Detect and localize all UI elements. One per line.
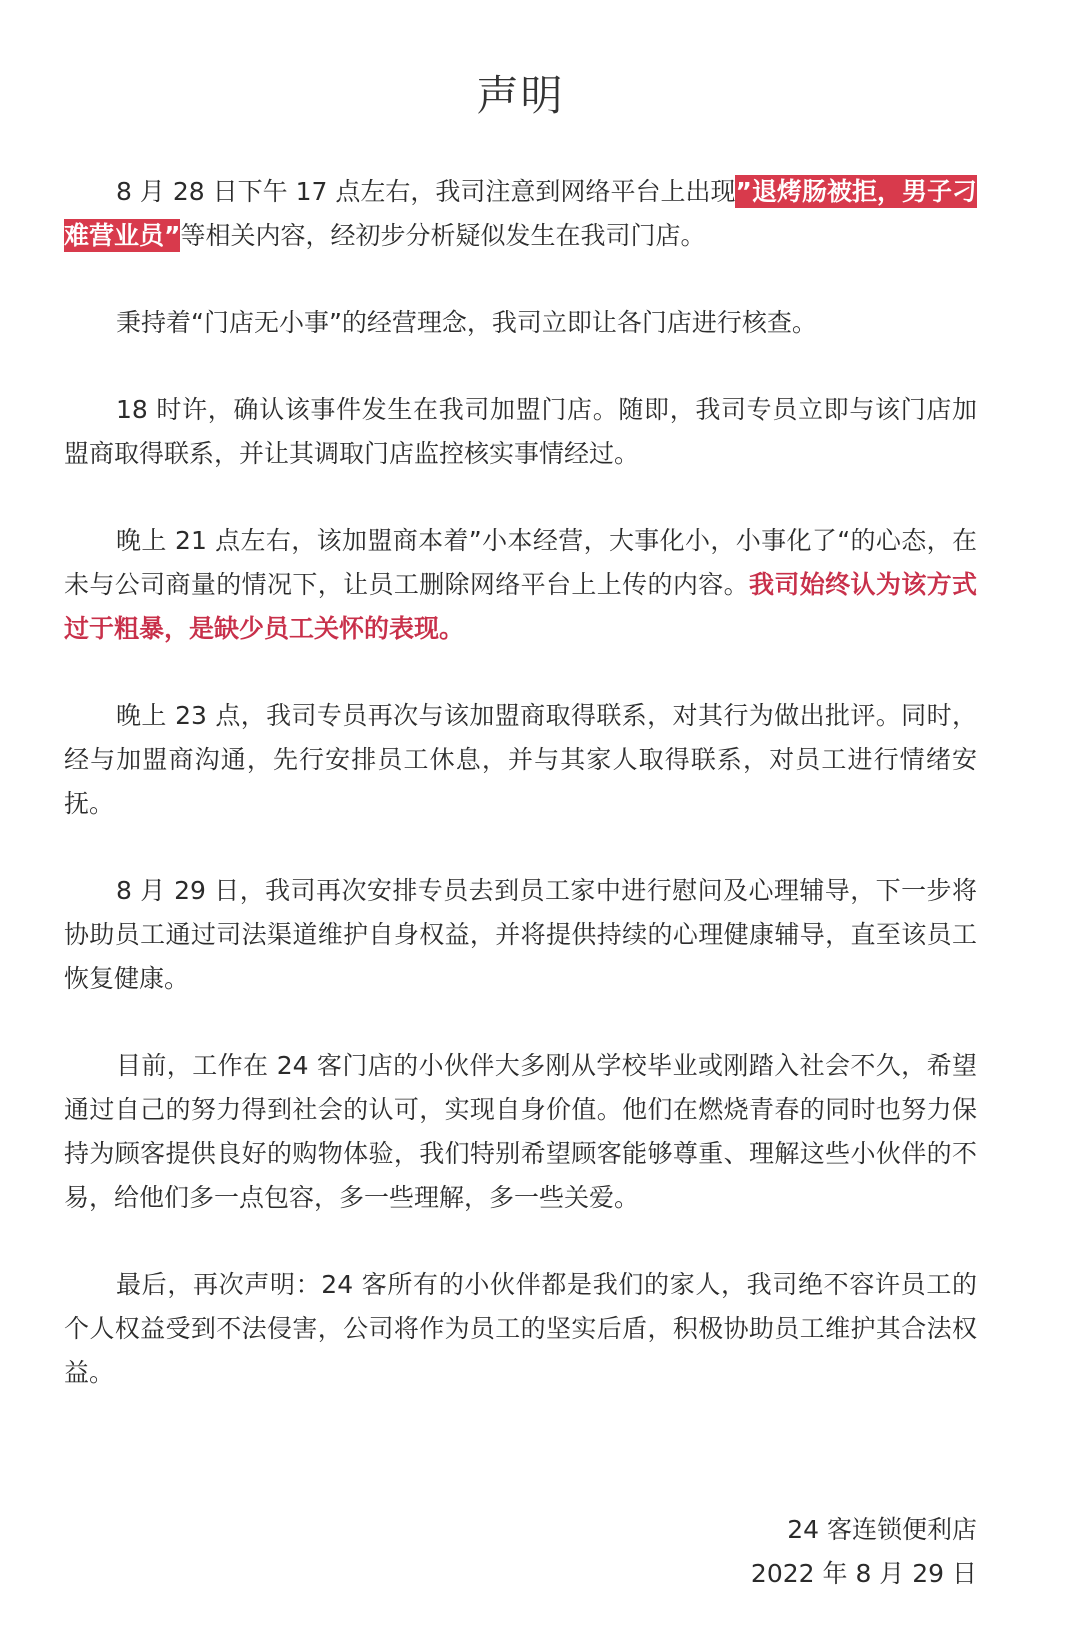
- paragraph-2: 秉持着“门店无小事”的经营理念，我司立即让各门店进行核查。: [116, 308, 817, 337]
- paragraph-1-highlight: ”退烤肠被拒，男子刁难营业员”: [64, 177, 977, 250]
- signature-date: 2022 年 8 月 29 日: [750, 1559, 977, 1588]
- paragraph-1-text-before: 8 月 28 日下午 17 点左右，我司注意到网络平台上出现: [116, 177, 736, 206]
- paragraph-4-text-before: 晚上 21 点左右，该加盟商本着”小本经营，大事化小，小事化了“的心态，在未与公司商量的情况下，让员工删除网络平台上上传的内容。: [64, 526, 977, 599]
- paragraph-3: 18 时许，确认该事件发生在我司加盟门店。随即，我司专员立即与该门店加盟商取得联系，并让其调取门店监控核实事情经过。: [64, 395, 977, 468]
- signature-organization: 24 客连锁便利店: [787, 1515, 977, 1544]
- paragraph-1: [64, 170, 977, 258]
- paragraph-5: 晚上 23 点，我司专员再次与该加盟商取得联系，对其行为做出批评。同时，经与加盟商沟通，先行安排员工休息，并与其家人取得联系，对员工进行情绪安抚。: [64, 701, 977, 818]
- signature-block: [751, 1508, 977, 1596]
- document-title: 声明: [476, 71, 565, 120]
- paragraph-4: [64, 519, 977, 651]
- paragraph-7: 目前，工作在 24 客门店的小伙伴大多刚从学校毕业或刚踏入社会不久，希望通过自己的努力得到社会的认可，实现自身价值。他们在燃烧青春的同时也努力保持为顾客提供良好的购物体验，我们特别希望顾客能够尊重、理解这些小伙伴的不易，给他们多一点包容，多一些理解，多一些关爱。: [64, 1051, 977, 1212]
- paragraph-4-highlight: 我司始终认为该方式过于粗暴，是缺少员工关怀的表现。: [64, 570, 977, 643]
- paragraph-1-text-after: 等相关内容，经初步分析疑似发生在我司门店。: [180, 221, 706, 250]
- paragraph-6: 8 月 29 日，我司再次安排专员去到员工家中进行慰问及心理辅导，下一步将协助员工通过司法渠道维护自身权益，并将提供持续的心理健康辅导，直至该员工恢复健康。: [64, 876, 977, 993]
- paragraph-8: 最后，再次声明：24 客所有的小伙伴都是我们的家人，我司绝不容许员工的个人权益受到不法侵害，公司将作为员工的坚实后盾，积极协助员工维护其合法权益。: [64, 1270, 977, 1387]
